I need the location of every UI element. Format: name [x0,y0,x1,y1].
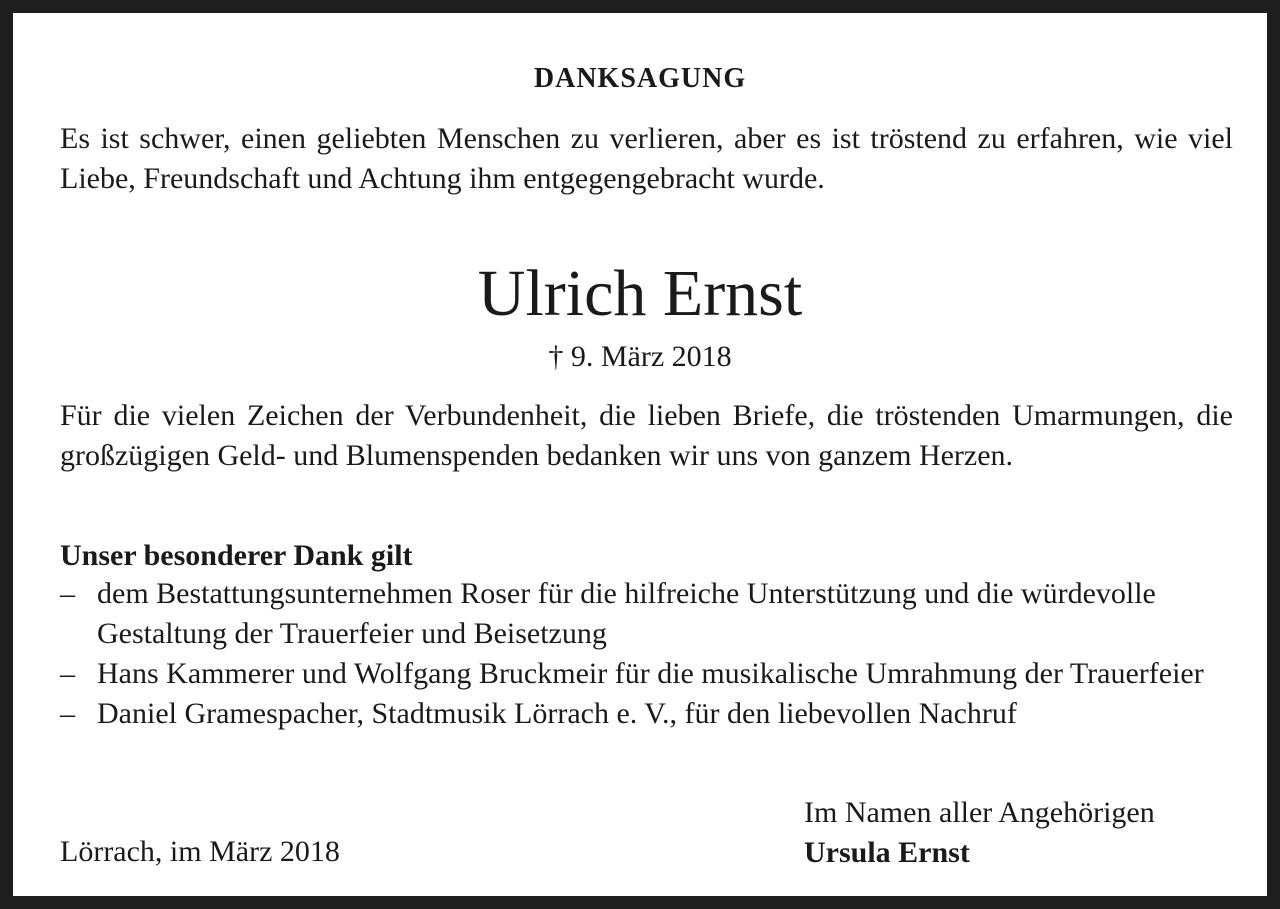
dash-bullet: – [60,657,75,690]
thanks-text: dem Bestattungsunternehmen Roser für die hilfreiche Unterstützung und die würdevolle Gestaltung der Trauerfeier und Beisetzung [97,577,1156,650]
dash-bullet: – [60,577,75,610]
signature-block [804,793,1155,873]
list-item [60,694,1233,734]
deceased-name: Ulrich Ernst [477,257,803,330]
intro-paragraph: Es ist schwer, einen geliebten Menschen zu verlieren, aber es ist tröstend zu erfahren, wie viel Liebe, Freundschaft und Achtung ihm entgegengebracht wurde. [60,122,1233,195]
thanks-text: Daniel Gramespacher, Stadtmusik Lörrach e. V., für den liebevollen Nachruf [97,697,1017,730]
thanks-text: Hans Kammerer und Wolfgang Bruckmeir für die musikalische Umrahmung der Trauerfeier [97,657,1204,690]
special-thanks-list [60,574,1233,734]
dash-bullet: – [60,697,75,730]
special-thanks-title: Unser besonderer Dank gilt [60,539,413,572]
gratitude-paragraph: Für die vielen Zeichen der Verbundenheit, die lieben Briefe, die tröstenden Umarmungen, die großzügigen Geld- und Blumenspenden bedanken wir uns von ganzem Herzen. [60,399,1233,472]
signature-line: Im Namen aller Angehörigen [804,796,1155,829]
list-item [60,574,1233,654]
list-item [60,654,1233,694]
notice-heading: DANKSAGUNG [533,63,747,94]
death-date: † 9. März 2018 [548,340,732,373]
place-date: Lörrach, im März 2018 [60,835,340,868]
signature-name: Ursula Ernst [804,836,970,869]
